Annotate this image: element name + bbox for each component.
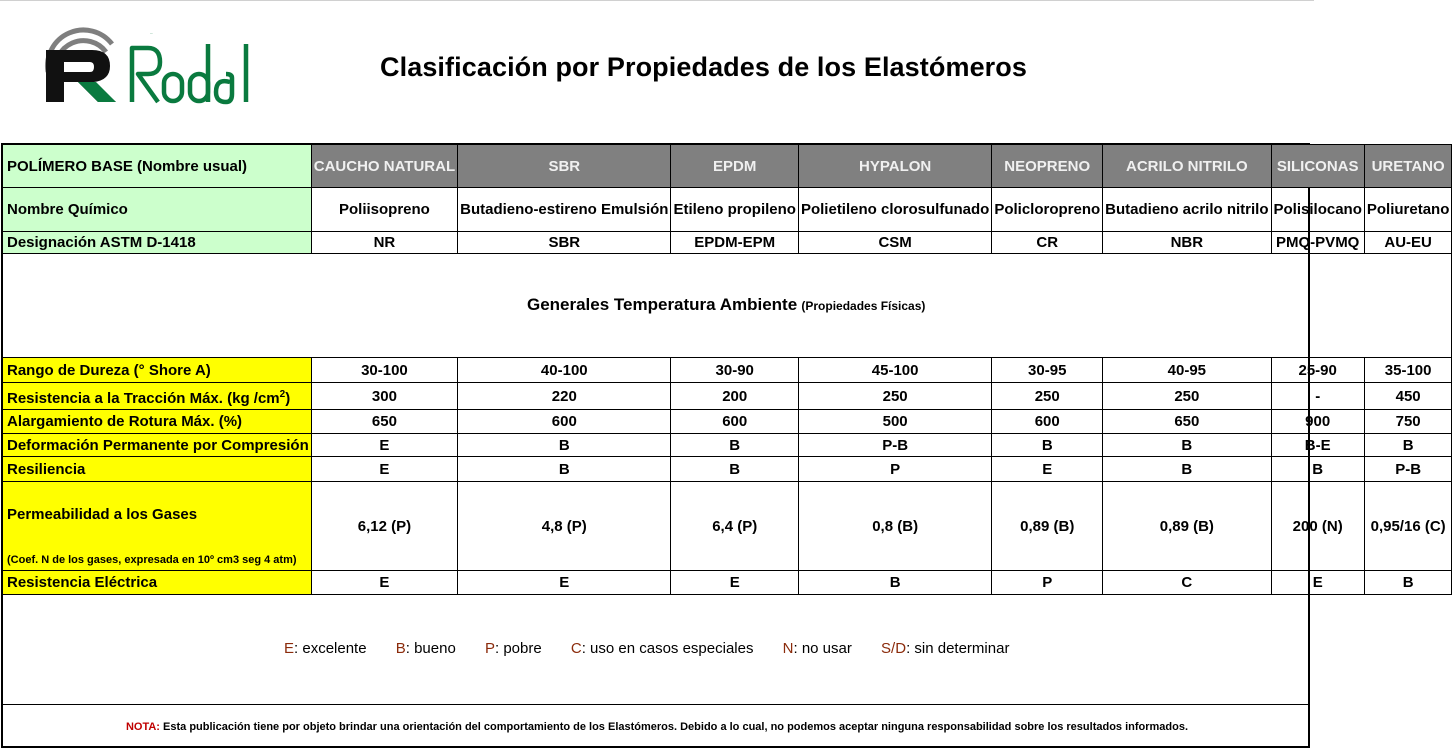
property-value: P (798, 457, 991, 482)
property-value: 200 (671, 383, 799, 410)
astm-code: SBR (458, 232, 671, 254)
property-value: B (1103, 434, 1271, 457)
property-value: 600 (992, 410, 1103, 434)
chemical-name-row (3, 188, 1452, 232)
electrical-value: E (671, 571, 799, 595)
property-row (3, 410, 1452, 434)
electrical-value: B (1364, 571, 1452, 595)
property-value: B (671, 434, 799, 457)
section-subtitle: (Propiedades Físicas) (801, 299, 926, 313)
electrical-row (3, 571, 1452, 595)
legend-item: E: excelente (284, 640, 367, 657)
permeability-value: 0,89 (B) (1103, 482, 1271, 571)
electrical-label: Resistencia Eléctrica (3, 571, 312, 595)
property-value: 40-95 (1103, 358, 1271, 383)
chemical-name: Polietileno clorosulfunado (798, 188, 991, 232)
property-row (3, 383, 1452, 410)
note-divider (2, 704, 1310, 705)
rodal-logo (40, 22, 260, 110)
chemical-name: Etileno propileno (671, 188, 799, 232)
section-row (3, 254, 1452, 358)
property-value: E (311, 434, 457, 457)
astm-code: AU-EU (1364, 232, 1452, 254)
permeability-value: 0,89 (B) (992, 482, 1103, 571)
property-value: B (992, 434, 1103, 457)
property-value: E (992, 457, 1103, 482)
electrical-value: B (798, 571, 991, 595)
polymer-name: SBR (458, 145, 671, 188)
property-label: Rango de Dureza (° Shore A) (3, 358, 312, 383)
property-value: 30-90 (671, 358, 799, 383)
property-value: 220 (458, 383, 671, 410)
permeability-value: 6,4 (P) (671, 482, 799, 571)
astm-code: EPDM-EPM (671, 232, 799, 254)
property-label: Deformación Permanente por Compresión (3, 434, 312, 457)
property-value: P-B (1364, 457, 1452, 482)
permeability-note: (Coef. N de los gases, expresada en 10º cm3 seg 4 atm) (7, 554, 297, 566)
property-value: 250 (992, 383, 1103, 410)
chemical-name: Poliuretano (1364, 188, 1452, 232)
page-title: Clasificación por Propiedades de los Elastómeros (380, 52, 1027, 82)
property-row (3, 434, 1452, 457)
property-value: B (671, 457, 799, 482)
property-label: Resiliencia (3, 457, 312, 482)
property-value: 750 (1364, 410, 1452, 434)
property-value: B (1271, 457, 1364, 482)
polymer-name: URETANO (1364, 145, 1452, 188)
astm-code: NR (311, 232, 457, 254)
polymer-header-label: POLÍMERO BASE (Nombre usual) (3, 145, 312, 188)
note-label: NOTA: (125, 721, 160, 733)
property-value: B (1364, 434, 1452, 457)
property-value: 600 (458, 410, 671, 434)
svg-text:Rodal: Rodal (150, 34, 153, 35)
polymer-name: SILICONAS (1271, 145, 1364, 188)
electrical-value: E (458, 571, 671, 595)
property-value: P-B (798, 434, 991, 457)
astm-row (3, 232, 1452, 254)
property-row (3, 358, 1452, 383)
property-value: 25-90 (1271, 358, 1364, 383)
property-value: 30-100 (311, 358, 457, 383)
permeability-row (3, 482, 1452, 571)
legend (284, 640, 1034, 657)
permeability-value: 0,8 (B) (798, 482, 991, 571)
property-value: 30-95 (992, 358, 1103, 383)
permeability-label-cell (3, 482, 312, 571)
astm-label: Designación ASTM D-1418 (3, 232, 312, 254)
property-value: - (1271, 383, 1364, 410)
permeability-value: 200 (N) (1271, 482, 1364, 571)
property-value: 450 (1364, 383, 1452, 410)
note-text: Esta publicación tiene por objeto brindar una orientación del comportamiento de los Elastómeros. Debido a lo cual, no podemos aceptar ninguna responsabilidad sobre los resultados informados. (163, 721, 1189, 733)
polymer-header-row (3, 145, 1452, 188)
property-value: 40-100 (458, 358, 671, 383)
property-value: 600 (671, 410, 799, 434)
legend-item: B: bueno (395, 640, 456, 657)
property-value: 900 (1271, 410, 1364, 434)
property-value: 250 (1103, 383, 1271, 410)
chemical-name-label: Nombre Químico (3, 188, 312, 232)
electrical-value: E (311, 571, 457, 595)
chemical-name: Polisilocano (1271, 188, 1364, 232)
section-heading (3, 254, 1452, 358)
property-value: B (458, 434, 671, 457)
legend-item: N: no usar (782, 640, 852, 657)
property-value: 650 (1103, 410, 1271, 434)
electrical-value: P (992, 571, 1103, 595)
permeability-label: Permeabilidad a los Gases (7, 506, 198, 523)
property-row (3, 457, 1452, 482)
property-label: Alargamiento de Rotura Máx. (%) (3, 410, 312, 434)
legend-item: C: uso en casos especiales (570, 640, 754, 657)
polymer-name: EPDM (671, 145, 799, 188)
property-value: 500 (798, 410, 991, 434)
property-value: B (458, 457, 671, 482)
chemical-name: Butadieno acrilo nitrilo (1103, 188, 1271, 232)
legend-item: S/D: sin determinar (881, 640, 1010, 657)
permeability-value: 4,8 (P) (458, 482, 671, 571)
property-value: 45-100 (798, 358, 991, 383)
chemical-name: Poliisopreno (311, 188, 457, 232)
chemical-name: Policloropreno (992, 188, 1103, 232)
disclaimer-note (0, 721, 1314, 733)
chemical-name: Butadieno-estireno Emulsión (458, 188, 671, 232)
property-value: 300 (311, 383, 457, 410)
polymer-name: ACRILO NITRILO (1103, 145, 1271, 188)
polymer-name: HYPALON (798, 145, 991, 188)
legend-item: P: pobre (484, 640, 542, 657)
section-title: Generales Temperatura Ambiente (526, 295, 798, 314)
top-rule (0, 0, 1314, 1)
astm-code: PMQ-PVMQ (1271, 232, 1364, 254)
astm-code: CR (992, 232, 1103, 254)
astm-code: CSM (798, 232, 991, 254)
property-value: 250 (798, 383, 991, 410)
property-label: Resistencia a la Tracción Máx. (kg $/cm^2$) (3, 383, 312, 410)
property-value: B-E (1271, 434, 1364, 457)
permeability-value: 0,95/16 (C) (1364, 482, 1452, 571)
polymer-name: NEOPRENO (992, 145, 1103, 188)
polymer-name: CAUCHO NATURAL (311, 145, 457, 188)
electrical-value: E (1271, 571, 1364, 595)
property-value: 650 (311, 410, 457, 434)
electrical-value: C (1103, 571, 1271, 595)
elastomer-table (2, 144, 1452, 595)
property-value: 35-100 (1364, 358, 1452, 383)
property-value: B (1103, 457, 1271, 482)
permeability-value: 6,12 (P) (311, 482, 457, 571)
astm-code: NBR (1103, 232, 1271, 254)
property-value: E (311, 457, 457, 482)
